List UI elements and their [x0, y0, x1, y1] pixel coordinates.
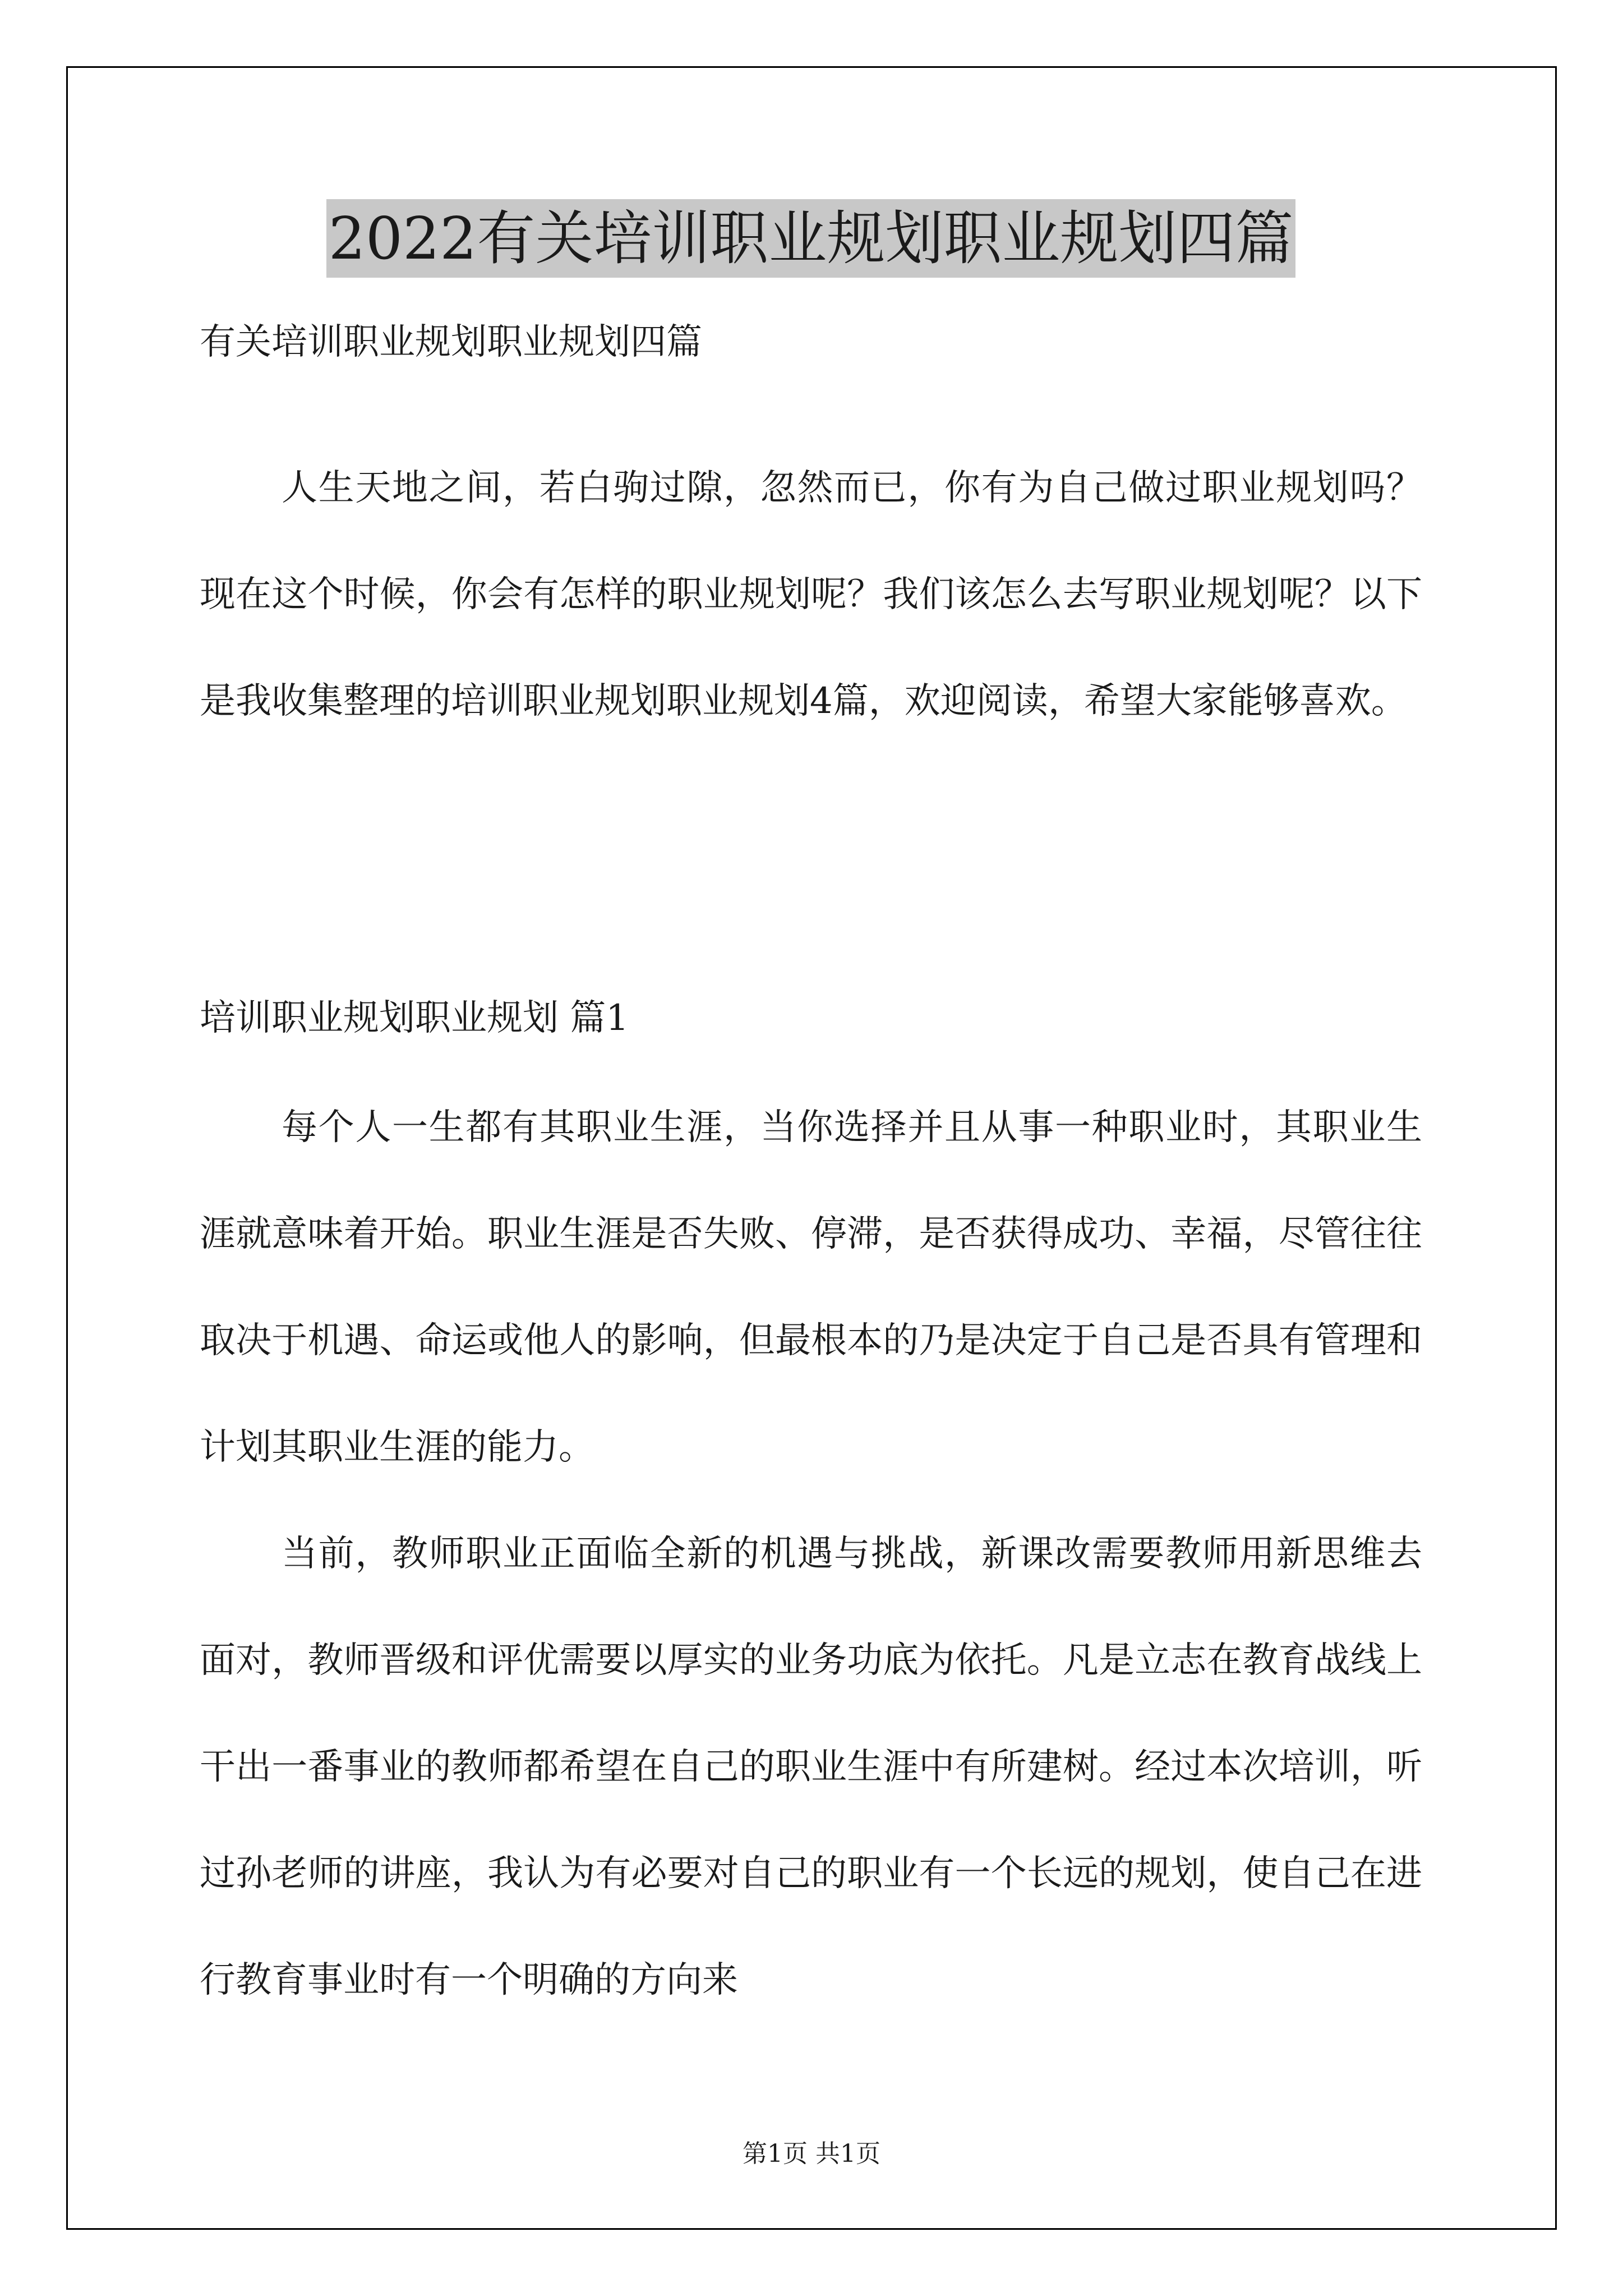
document-subtitle: 有关培训职业规划职业规划四篇 — [200, 321, 702, 363]
page-footer: 第1页 共1页 — [743, 2139, 880, 2168]
document-title: 2022有关培训职业规划职业规划四篇 — [326, 199, 1296, 278]
title-container — [200, 199, 1422, 278]
intro-paragraph: 人生天地之间，若白驹过隙，忽然而已，你有为自己做过职业规划吗？现在这个时候，你会有怎样的职业规划呢？我们该怎么去写职业规划呢？以下是我收集整理的培训职业规划职业规划4篇，欢迎阅读，希望大家能够喜欢。 — [200, 467, 1422, 722]
section-heading: 培训职业规划职业规划 篇1 — [200, 997, 629, 1039]
body-paragraph: 当前，教师职业正面临全新的机遇与挑战，新课改需要教师用新思维去面对，教师晋级和评优需要以厚实的业务功底为依托。凡是立志在教育战线上干出一番事业的教师都希望在自己的职业生涯中有所建树。经过本次培训，听过孙老师的讲座，我认为有必要对自己的职业有一个长远的规划，使自己在进行教育事业时有一个明确的方向来 — [200, 1533, 1422, 2001]
body-paragraph: 每个人一生都有其职业生涯，当你选择并且从事一种职业时，其职业生涯就意味着开始。职业生涯是否失败、停滞，是否获得成功、幸福，尽管往往取决于机遇、命运或他人的影响，但最根本的乃是决定于自己是否具有管理和计划其职业生涯的能力。 — [200, 1107, 1422, 1468]
